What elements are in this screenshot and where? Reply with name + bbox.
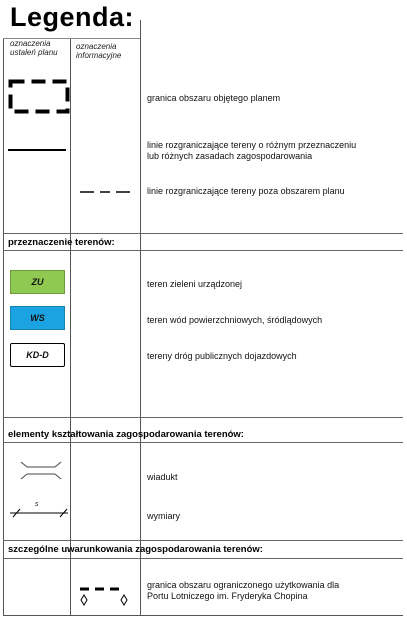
zu-symbol-text: ZU [31,277,44,287]
kdd-symbol [10,343,65,367]
dimension-symbol-text: s [35,501,39,508]
demarcation-line-symbol [8,149,66,151]
header-info-markings: oznaczenia informacyjne [76,42,122,60]
section-title-special: szczególne uwarunkowania zagospodarowania terenów: [8,544,263,555]
section-divider-special [3,540,403,541]
airport-restricted-area-symbol [76,580,136,608]
demarcation-lines-label: linie rozgraniczające tereny o różnym przeznaczeniu lub różnych zasadach zagospodarowania [147,140,357,161]
dimension-label: wymiary [147,511,180,521]
table-column-divider-2 [140,20,141,616]
viaduct-label: wiadukt [147,472,178,482]
zu-symbol [10,270,65,294]
section-divider-purpose [3,233,403,234]
outside-lines-label: linie rozgraniczające tereny poza obszarem planu [147,186,345,196]
ws-symbol-text: WS [30,313,45,323]
table-left-border [3,38,4,616]
airport-restricted-area-label: granica obszaru ograniczonego użytkowania dla Portu Lotniczego im. Fryderyka Chopina [147,580,340,601]
plan-boundary-label: granica obszaru objętego planem [147,93,281,103]
table-header-top-line [3,38,140,39]
section-divider-special-bottom [3,558,403,559]
table-bottom-border [3,615,403,616]
outside-lines-symbol [80,189,138,195]
zu-label: teren zieleni urządzonej [147,279,243,289]
plan-boundary-symbol [8,79,72,115]
viaduct-icon [19,460,63,482]
ws-label: teren wód powierzchniowych, śródlądowych [147,315,323,325]
table-column-divider-1 [70,38,71,616]
section-divider-elements [3,417,403,418]
section-title-purpose: przeznaczenie terenów: [8,237,115,248]
legend-title: Legenda: [10,2,135,32]
kdd-symbol-text: KD-D [26,350,49,360]
dimension-icon [8,500,72,520]
section-title-elements: elementy kształtowania zagospodarowania terenów: [8,429,244,440]
ws-symbol [10,306,65,330]
section-divider-purpose-bottom [3,250,403,251]
section-divider-elements-bottom [3,442,403,443]
header-plan-markings: oznaczenia ustaleń planu [10,39,58,57]
kdd-label: tereny dróg publicznych dojazdowych [147,351,297,361]
